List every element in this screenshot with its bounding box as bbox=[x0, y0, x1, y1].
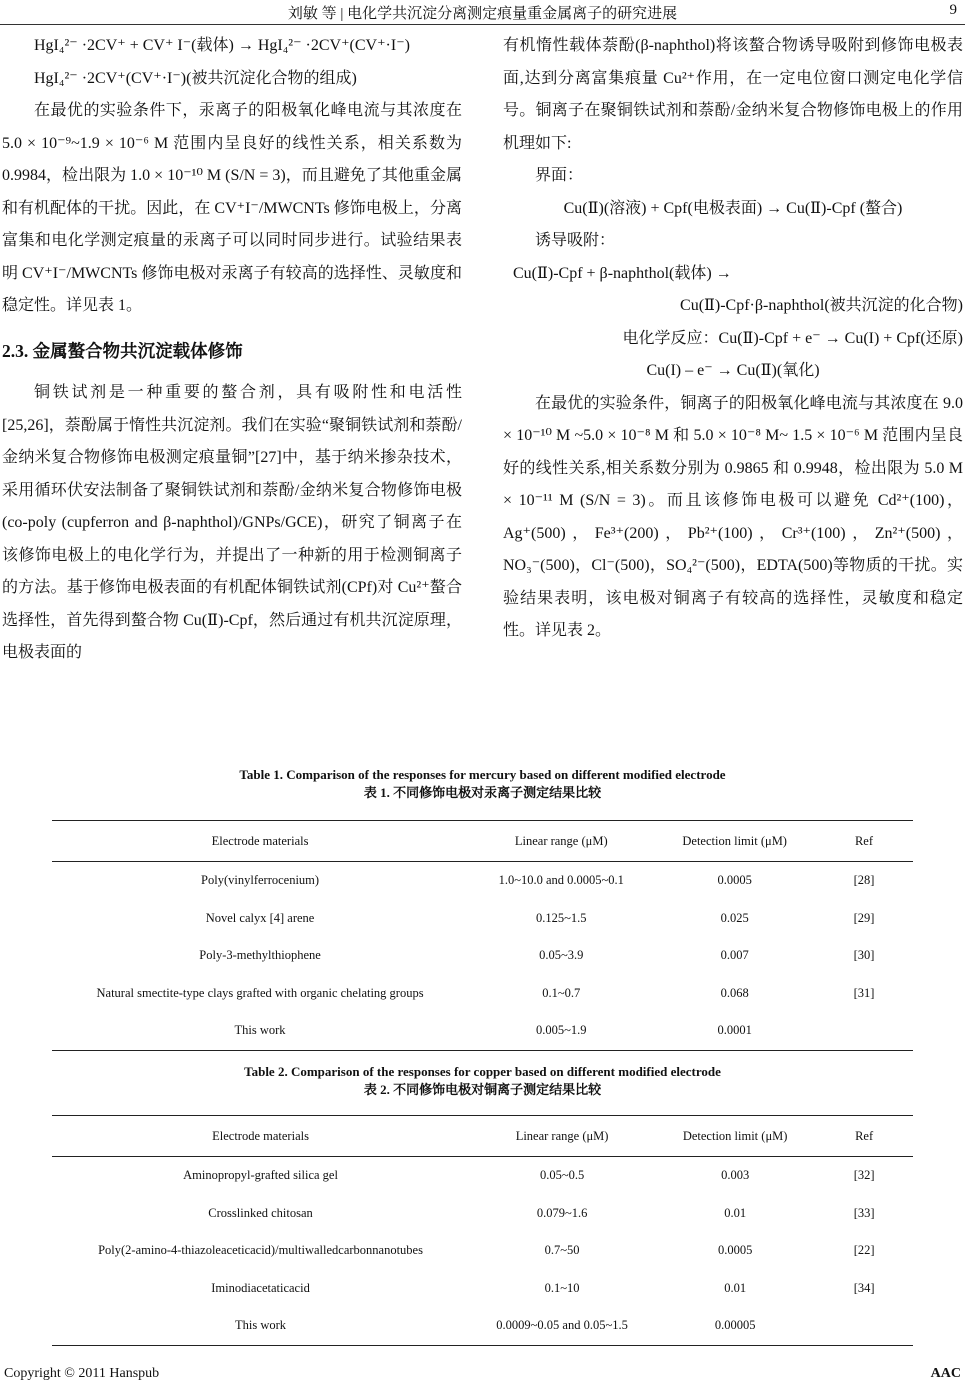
column-header: Linear range (μM) bbox=[468, 821, 654, 862]
cell: 0.125~1.5 bbox=[535, 910, 587, 925]
page-header bbox=[0, 0, 965, 24]
cell: 0.1~10 bbox=[544, 1280, 580, 1295]
table1-caption-en: Table 1. Comparison of the responses for mercury based on different modified electrode bbox=[239, 767, 726, 782]
cell bbox=[815, 1307, 913, 1345]
table-row bbox=[52, 900, 913, 938]
cell: 0.00005 bbox=[655, 1307, 815, 1345]
cell: 0.068 bbox=[720, 985, 749, 1000]
paragraph-copper-results: 在最优的实验条件，铜离子的阳极氧化峰电流与其浓度在 9.0 × 10⁻¹⁰ M ~5.0 × 10⁻⁸ M 和 5.0 × 10⁻⁸ M~ 1.5 × 10⁻⁶ M 范围内呈良好的线性关系,相关系数分别为 0.9865 和 0.9948，检出限为 5.0 M × 10⁻¹¹ M (S/N = 3)。而且该修饰电极可以避免 Cd²⁺(100)，Ag⁺(500)，Fe³⁺(200)，Pb²⁺(100)，Cr³⁺(100)，Zn²⁺(500)，NO₃⁻(500)，Cl⁻(500)，SO₄²⁻(500)，EDTA(500)等物质的干扰。实验结果表明，该电极对铜离子有较高的选择性，灵敏度和稳定性。详见表 2。 bbox=[503, 394, 963, 639]
table1 bbox=[52, 820, 913, 1051]
cell: Aminopropyl-grafted silica gel bbox=[183, 1168, 338, 1183]
column-header: Linear range (μM) bbox=[469, 1116, 655, 1157]
journal-abbreviation: AAC bbox=[930, 1366, 961, 1381]
cell: 0.05~0.5 bbox=[539, 1168, 585, 1183]
table-row bbox=[52, 1195, 913, 1233]
equation-induced-1: Cu(Ⅱ)-Cpf + β-naphthol(载体) → bbox=[513, 264, 732, 282]
table2-caption bbox=[0, 1063, 965, 1099]
cell: Crosslinked chitosan bbox=[208, 1205, 313, 1220]
cell: [30] bbox=[853, 948, 875, 963]
left-column bbox=[2, 30, 462, 670]
column-header: Ref bbox=[815, 1116, 913, 1157]
cell: 0.7~50 bbox=[544, 1243, 580, 1258]
column-header: Detection limit (μM) bbox=[655, 1116, 815, 1157]
cell: Poly-3-methylthiophene bbox=[199, 948, 321, 963]
cell: [31] bbox=[853, 985, 875, 1000]
table2 bbox=[52, 1115, 913, 1346]
equation-oxidation: Cu(I) – e⁻ → Cu(Ⅱ)(氧化) bbox=[646, 362, 820, 379]
cell: 0.1~0.7 bbox=[542, 985, 581, 1000]
cell: 0.007 bbox=[720, 948, 749, 963]
cell: This work bbox=[52, 1307, 469, 1345]
cell: Poly(vinylferrocenium) bbox=[201, 873, 320, 888]
label-induced-adsorption: 诱导吸附： bbox=[535, 232, 616, 249]
paragraph-copper-mechanism: 有机惰性载体萘酚(β-naphthol)将该螯合物诱导吸附到修饰电极表面,达到分离富集痕量 Cu²⁺作用，在一定电位窗口测定电化学信号。铜离子在聚铜铁试剂和萘酚/金纳米复合物修饰电极上的作用机理如下: bbox=[503, 37, 963, 152]
table-row bbox=[52, 1307, 913, 1345]
table2-header-row bbox=[52, 1116, 913, 1157]
paragraph-copper-intro: 铜铁试剂是一种重要的螯合剂，具有吸附性和电活性[25,26]，萘酚属于惰性共沉淀剂。我们在实验“聚铜铁试剂和萘酚/金纳米复合物修饰电极测定痕量铜”[27]中，基于纳米掺杂技术，采用循环伏安法制备了聚铜铁试剂和萘酚/金纳米复合物修饰电极(co-poly (cupferron and β-naphthol)/GNPs/GCE)，研究了铜离子在该修饰电极上的电化学行为，并提出了一种新的用于检测铜离子的方法。基于修饰电极表面的有机配体铜铁试剂(CPf)对 Cu²⁺螯合选择性，首先得到螯合物 Cu(Ⅱ)-Cpf，然后通过有机共沉淀原理，电极表面的 bbox=[2, 384, 462, 661]
cell: [22] bbox=[853, 1243, 875, 1258]
cell: [33] bbox=[853, 1205, 875, 1220]
column-header: Electrode materials bbox=[52, 821, 468, 862]
equation-mercury-1: HgI₄²⁻ ·2CV⁺ + CV⁺ I⁻(载体) → HgI₄²⁻ ·2CV⁺(CV⁺·I⁻) bbox=[34, 37, 410, 54]
cell: 0.0005 bbox=[717, 1243, 753, 1258]
cell: Natural smectite-type clays grafted with organic chelating groups bbox=[96, 985, 424, 1000]
cell: 0.05~3.9 bbox=[539, 948, 584, 963]
column-header: Ref bbox=[815, 821, 913, 862]
running-title: 刘敏 等 | 电化学共沉淀分离测定痕量重金属离子的研究进展 bbox=[287, 6, 678, 22]
equation-interface: Cu(Ⅱ)(溶液) + Cpf(电极表面) → Cu(Ⅱ)-Cpf (螯合) bbox=[563, 199, 903, 217]
equation-induced-2: Cu(Ⅱ)-Cpf·β-naphthol(被共沉淀的化合物) bbox=[680, 297, 963, 314]
cell: 0.01 bbox=[724, 1280, 747, 1295]
cell: Iminodiacetaticacid bbox=[211, 1280, 310, 1295]
label-interface: 界面： bbox=[535, 167, 584, 184]
cell: 0.079~1.6 bbox=[536, 1205, 588, 1220]
table1-header-row bbox=[52, 821, 913, 862]
table2-caption-en: Table 2. Comparison of the responses for copper based on different modified electrode bbox=[244, 1064, 721, 1079]
table-row bbox=[52, 1157, 913, 1195]
equation-electrochemical: 电化学反应：Cu(Ⅱ)-Cpf + e⁻ → Cu(I) + Cpf(还原) bbox=[622, 329, 963, 347]
section-heading-2-3: 2.3. 金属螯合物共沉淀载体修饰 bbox=[2, 340, 243, 361]
table-row bbox=[52, 1232, 913, 1270]
column-header: Electrode materials bbox=[52, 1116, 469, 1157]
header-rule bbox=[0, 24, 965, 25]
cell: 0.0005 bbox=[717, 873, 752, 888]
equation-mercury-2: HgI₄²⁻ ·2CV⁺(CV⁺·I⁻)(被共沉淀化合物的组成) bbox=[34, 69, 357, 87]
paragraph-mercury-results: 在最优的实验条件下，汞离子的阳极氧化峰电流与其浓度在 5.0 × 10⁻⁹~1.9 × 10⁻⁶ M 范围内呈良好的线性关系，相关系数为 0.9984，检出限为 1.0 × 10⁻¹⁰ M (S/N = 3)，而且避免了其他重金属和有机配体的干扰。因此，在 CV⁺I⁻/MWCNTs 修饰电极上，分离富集和电化学测定痕量的汞离子可以同时同步进行。试验结果表明 CV⁺I⁻/MWCNTs 修饰电极对汞离子有较高的选择性、灵敏度和稳定性。详见表 1。 bbox=[2, 102, 462, 314]
cell: 0.0009~0.05 and 0.05~1.5 bbox=[469, 1307, 655, 1345]
cell: 0.025 bbox=[720, 910, 749, 925]
cell: [28] bbox=[853, 873, 875, 888]
table2-caption-cn: 表 2. 不同修饰电极对铜离子测定结果比较 bbox=[363, 1082, 602, 1097]
cell: 1.0~10.0 and 0.0005~0.1 bbox=[498, 873, 624, 888]
page-number: 9 bbox=[949, 2, 957, 18]
cell: 0.003 bbox=[721, 1168, 750, 1183]
cell: 0.0001 bbox=[654, 1012, 815, 1050]
right-column bbox=[503, 30, 963, 648]
copyright-notice: Copyright © 2011 Hanspub bbox=[4, 1366, 160, 1381]
cell: Poly(2-amino-4-thiazoleaceticacid)/multiwalledcarbonnanotubes bbox=[98, 1243, 423, 1258]
cell: [34] bbox=[853, 1280, 875, 1295]
table1-caption-cn: 表 1. 不同修饰电极对汞离子测定结果比较 bbox=[363, 785, 602, 800]
table-row bbox=[52, 1270, 913, 1308]
cell: 0.005~1.9 bbox=[468, 1012, 654, 1050]
cell: This work bbox=[52, 1012, 468, 1050]
cell bbox=[815, 1012, 913, 1050]
table-row bbox=[52, 937, 913, 975]
table-row bbox=[52, 862, 913, 900]
column-header: Detection limit (μM) bbox=[654, 821, 815, 862]
table-row bbox=[52, 975, 913, 1013]
cell: Novel calyx [4] arene bbox=[205, 910, 315, 925]
cell: [29] bbox=[853, 910, 875, 925]
cell: 0.01 bbox=[724, 1205, 747, 1220]
table-row bbox=[52, 1012, 913, 1050]
cell: [32] bbox=[853, 1168, 875, 1183]
table1-caption bbox=[0, 766, 965, 802]
